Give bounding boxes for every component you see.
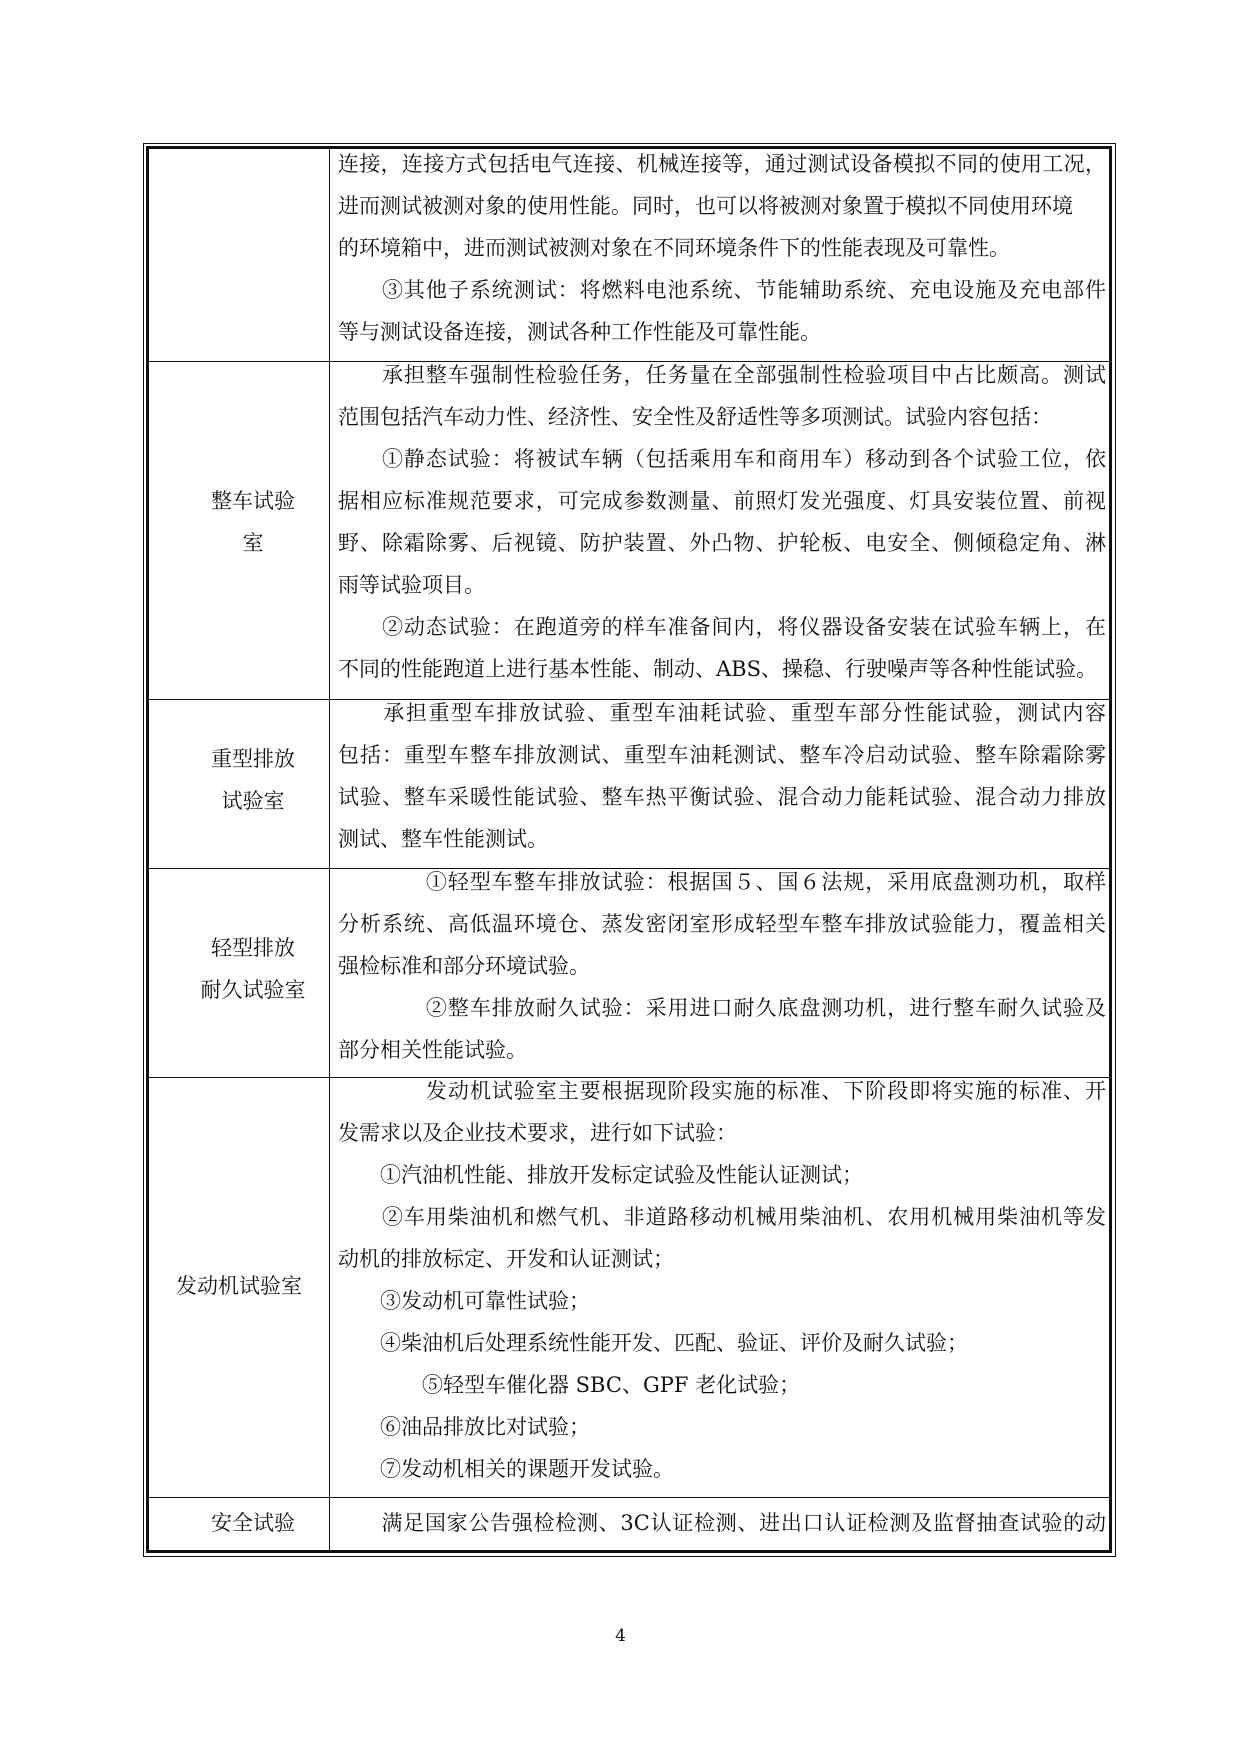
row-label-line: 耐久试验室 — [200, 978, 306, 1002]
content-line: ①轻型车整车排放试验：根据国５、国６法规，采用底盘测功机，取样 — [338, 870, 1106, 894]
content-line: 试验、整车采暖性能试验、整车热平衡试验、混合动力能耗试验、混合动力排放 — [338, 785, 1106, 809]
content-line: 分析系统、高低温环境仓、蒸发密闭室形成轻型车整车排放试验能力，覆盖相关 — [338, 912, 1106, 936]
row-label-line: 安全试验 — [211, 1511, 295, 1535]
content-line: ③其他子系统测试：将燃料电池系统、节能辅助系统、充电设施及充电部件 — [338, 278, 1106, 302]
row-content — [338, 1502, 1106, 1544]
content-line: ②车用柴油机和燃气机、非道路移动机械用柴油机、农用机械用柴油机等发 — [338, 1205, 1106, 1229]
content-line: 发需求以及企业技术要求，进行如下试验： — [338, 1121, 737, 1145]
row-label — [149, 1265, 329, 1307]
row-label-line: 发动机试验室 — [176, 1274, 302, 1298]
content-line: 野、除霜除雾、后视镜、防护装置、外凸物、护轮板、电安全、侧倾稳定角、淋 — [338, 531, 1106, 555]
content-line: 范围包括汽车动力性、经济性、安全性及舒适性等多项测试。试验内容包括： — [338, 405, 1052, 429]
page-number: 4 — [615, 1626, 626, 1646]
content-line: 包括：重型车整车排放测试、重型车油耗测试、整车冷启动试验、整车除霜除雾 — [338, 743, 1106, 767]
content-line: ④柴油机后处理系统性能开发、匹配、验证、评价及耐久试验； — [338, 1331, 968, 1355]
row-content — [338, 1070, 1106, 1490]
row-label — [149, 480, 343, 564]
content-line: 的环境箱中，进而测试被测对象在不同环境条件下的性能表现及可靠性。 — [338, 236, 1010, 260]
content-line: 等与测试设备连接，测试各种工作性能及可靠性能。 — [338, 320, 821, 344]
row-content — [338, 861, 1106, 1071]
content-line: 满足国家公告强检检测、3C认证检测、进出口认证检测及监督抽查试验的动 — [338, 1511, 1106, 1535]
content-line: 发动机试验室主要根据现阶段实施的标准、下阶段即将实施的标准、开 — [338, 1079, 1106, 1103]
column-divider — [329, 146, 330, 1553]
row-divider — [146, 1497, 1112, 1498]
content-line: ①静态试验：将被试车辆（包括乘用车和商用车）移动到各个试验工位，依 — [338, 447, 1106, 471]
content-line: ②整车排放耐久试验：采用进口耐久底盘测功机，进行整车耐久试验及 — [338, 996, 1106, 1020]
row-label-line: 轻型排放 — [211, 936, 295, 960]
row-content — [338, 143, 1106, 353]
content-line: 测试、整车性能测试。 — [338, 827, 548, 851]
content-line: ⑦发动机相关的课题开发试验。 — [338, 1457, 674, 1481]
content-line: 进而测试被测对象的使用性能。同时，也可以将被测对象置于模拟不同使用环境 — [338, 194, 1073, 218]
content-line: ⑤轻型车催化器 SBC、GPF 老化试验； — [338, 1373, 801, 1397]
row-label-line: 试验室 — [221, 789, 285, 813]
content-line: 承担重型车排放试验、重型车油耗试验、重型车部分性能试验，测试内容 — [338, 701, 1106, 725]
content-line: 不同的性能跑道上进行基本性能、制动、ABS、操稳、行驶噪声等各种性能试验。 — [338, 657, 1097, 681]
row-label — [149, 738, 343, 822]
row-label-line: 整车试验 — [211, 489, 295, 513]
content-line: 部分相关性能试验。 — [338, 1038, 527, 1062]
row-content — [338, 354, 1106, 690]
content-line: 据相应标准规范要求，可完成参数测量、前照灯发光强度、灯具安装位置、前视 — [338, 489, 1106, 513]
row-label-line: 室 — [242, 531, 264, 555]
content-line: ①汽油机性能、排放开发标定试验及性能认证测试； — [338, 1163, 863, 1187]
row-label-line: 重型排放 — [211, 747, 295, 771]
content-line: 雨等试验项目。 — [338, 573, 485, 597]
content-line: 连接，连接方式包括电气连接、机械连接等，通过测试设备模拟不同的使用工况， — [338, 152, 1106, 176]
content-line: 动机的排放标定、开发和认证测试； — [338, 1247, 674, 1271]
row-label — [149, 927, 343, 1011]
content-line: ②动态试验：在跑道旁的样车准备间内，将仪器设备安装在试验车辆上，在 — [338, 615, 1106, 639]
content-line: 强检标准和部分环境试验。 — [338, 954, 590, 978]
content-line: 承担整车强制性检验任务，任务量在全部强制性检验项目中占比颇高。测试 — [338, 363, 1106, 387]
content-line: ⑥油品排放比对试验； — [338, 1415, 590, 1439]
content-line: ③发动机可靠性试验； — [338, 1289, 590, 1313]
row-content — [338, 692, 1106, 860]
row-label — [149, 1502, 343, 1544]
